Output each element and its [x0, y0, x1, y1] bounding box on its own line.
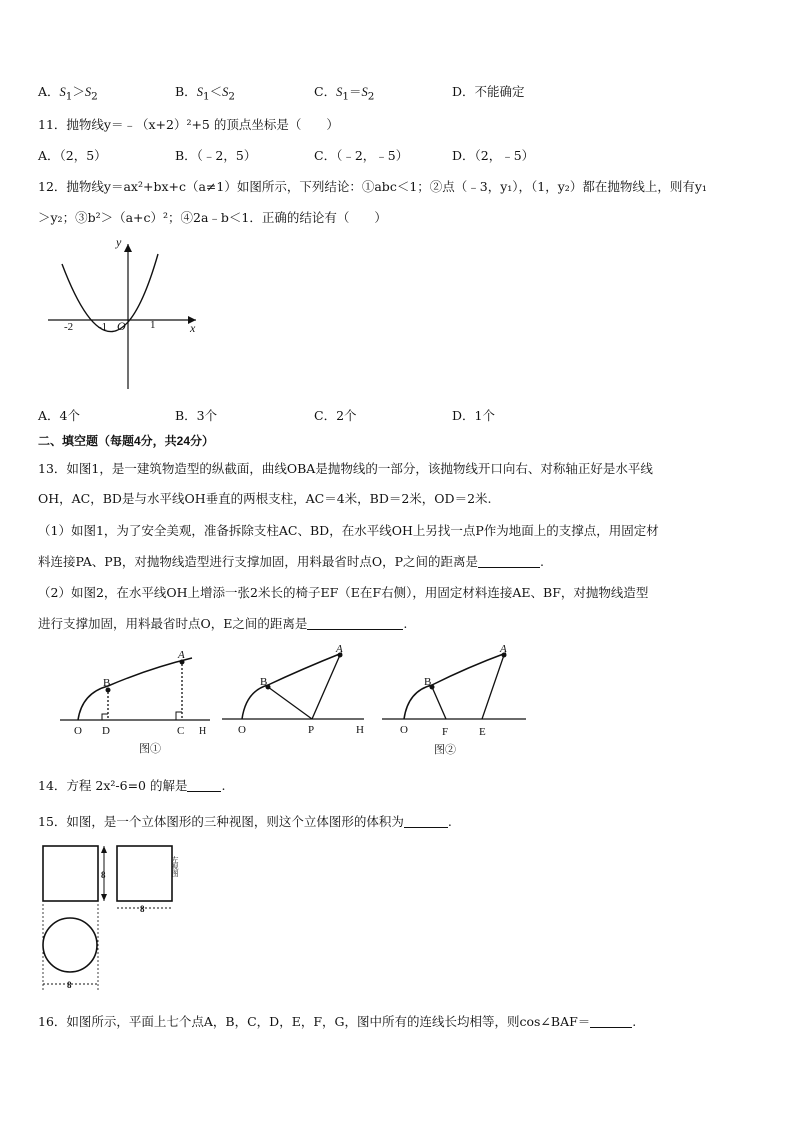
left-view-label: 左视图	[171, 856, 179, 877]
label-b: B	[424, 676, 432, 688]
q13-text-line1: 13．如图1，是一建筑物造型的纵截面，曲线OBA是抛物线的一部分，该抛物线开口向右、对称轴正好是水平线	[38, 461, 653, 476]
q15-text: 15．如图，是一个立体图形的三种视图，则这个立体图形的体积为 .	[38, 814, 452, 829]
q13-figure-3	[382, 645, 542, 755]
answer-blank[interactable]	[590, 1027, 632, 1028]
y-axis-label: y	[116, 235, 122, 249]
label-a: A	[336, 643, 343, 655]
label-p: P	[308, 724, 315, 736]
q11-text: 11．抛物线y＝﹣（x+2）²+5 的顶点坐标是（ ）	[38, 117, 339, 132]
q14-text: 14．方程 2x²-6=0 的解是 .	[38, 778, 226, 793]
q10-option-d: D．不能确定	[452, 84, 525, 99]
tick-1: 1	[150, 319, 156, 331]
q11-option-c: C．（﹣2，﹣5）	[314, 148, 409, 163]
q13-figure-2	[222, 645, 382, 755]
label-a: A	[178, 649, 185, 661]
answer-blank[interactable]	[478, 567, 540, 568]
q13-text-line4: 料连接PA、PB，对抛物线造型进行支撑加固，用料最省时点O，P之间的距离是 .	[38, 554, 545, 569]
label-b: B	[103, 677, 111, 689]
tick-minus-1: -1	[98, 321, 108, 333]
answer-blank[interactable]	[404, 827, 448, 828]
label-c: C	[177, 725, 185, 737]
q12-option-c: C．2个	[314, 408, 357, 423]
label-e: E	[479, 726, 486, 738]
q12-option-a: A．4个	[38, 408, 80, 423]
label-h: H	[199, 726, 207, 737]
origin-label: O	[117, 319, 126, 333]
tick-minus-2: -2	[64, 321, 74, 333]
label-h: H	[356, 724, 364, 736]
label-a: A	[500, 643, 507, 655]
q10-option-b: B．$S_1<S_2$	[175, 84, 235, 103]
q15-three-views	[40, 842, 200, 1002]
diameter-dimension: 8	[67, 980, 72, 990]
q13-text-line3: （1）如图1，为了安全美观，准备拆除支柱AC、BD，在水平线OH上另找一点P作为地面上的支撑点，用固定材	[38, 523, 659, 538]
label-o: O	[400, 724, 408, 736]
q12-text-line2: ＞y₂；③b²＞（a+c）²；④2a﹣b＜1．正确的结论有（ ）	[38, 210, 387, 225]
figure-caption: 图①	[139, 743, 161, 755]
width-dimension: 8	[140, 904, 145, 914]
label-o: O	[74, 725, 82, 737]
q13-text-line2: OH，AC，BD是与水平线OH垂直的两根支柱，AC＝4米，BD＝2米，OD＝2米.	[38, 491, 492, 506]
label-b: B	[260, 676, 268, 688]
q12-parabola-graph	[40, 234, 240, 394]
q11-option-b: B．（﹣2，5）	[175, 148, 257, 163]
q12-option-d: D．1个	[452, 408, 495, 423]
label-d: D	[102, 725, 110, 737]
q13-figure-1	[60, 648, 220, 758]
q10-option-c: C．$S_1=S_2$	[314, 84, 375, 103]
q12-option-b: B．3个	[175, 408, 218, 423]
section-title: 二、填空题（每题4分，共24分）	[38, 434, 215, 448]
q13-text-line6: 进行支撑加固，用料最省时点O，E之间的距离是 .	[38, 616, 408, 631]
q10-option-a: A．$S_1>S_2$	[38, 84, 98, 103]
height-dimension: 8	[101, 870, 106, 880]
figure-caption: 图②	[434, 744, 456, 756]
x-axis-label: x	[190, 321, 196, 335]
answer-blank[interactable]	[187, 791, 221, 792]
answer-blank[interactable]	[307, 629, 403, 630]
label-o: O	[238, 724, 246, 736]
label-f: F	[442, 726, 449, 738]
q11-option-a: A．（2，5）	[38, 148, 107, 163]
q11-option-d: D．（2，﹣5）	[452, 148, 535, 163]
q16-text: 16．如图所示，平面上七个点A，B，C，D，E，F，G，图中所有的连线长均相等，则cos∠BAF＝ .	[38, 1014, 637, 1029]
q12-text-line1: 12．抛物线y＝ax²+bx+c（a≠1）如图所示，下列结论：①abc＜1；②点（﹣3，y₁），（1，y₂）都在抛物线上，则有y₁	[38, 179, 707, 194]
q13-text-line5: （2）如图2，在水平线OH上增添一张2米长的椅子EF（E在F右侧），用固定材料连接AE、BF，对抛物线造型	[38, 585, 649, 600]
